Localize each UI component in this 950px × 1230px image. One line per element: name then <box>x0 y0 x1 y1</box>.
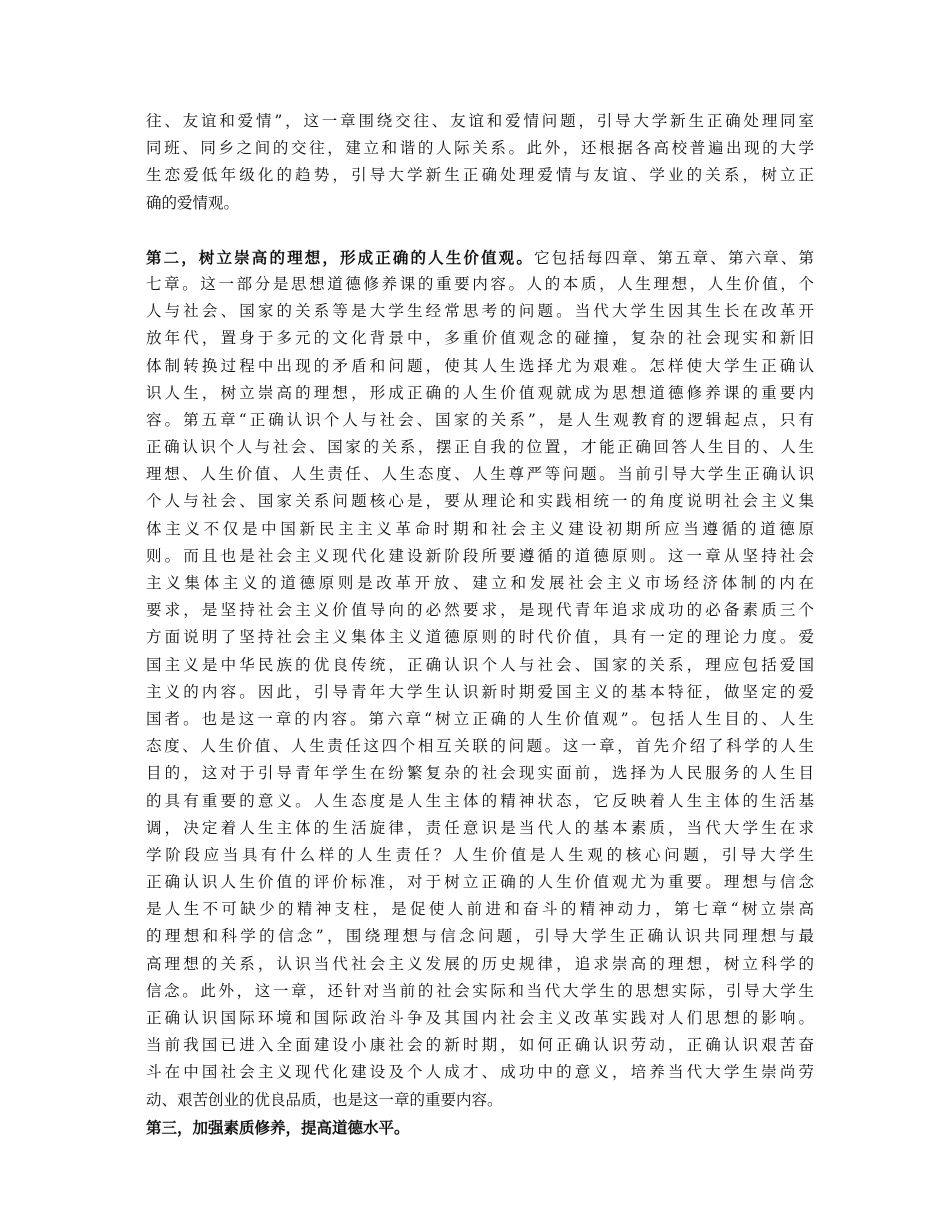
paragraph-1 <box>146 108 814 217</box>
text-line: 要求，是坚持社会主义价值导向的必然要求，是现代青年追求成功的必备素质三个 <box>146 601 814 620</box>
text-line: 主义集体主义的道德原则是改革开放、建立和发展社会主义市场经济体制的内在 <box>146 574 814 592</box>
text-line: 动、艰苦创业的优良品质，也是这一章的重要内容。 <box>146 1090 503 1109</box>
text-line: 主义的内容。因此，引导青年大学生认识新时期爱国主义的基本特征，做坚定的爱 <box>146 682 814 701</box>
text-line <box>146 244 814 271</box>
text-line: 国主义是中华民族的优良传统，正确认识个人与社会、国家的关系，理应包括爱国 <box>146 655 814 674</box>
text-line: 则。而且也是社会主义现代化建设新阶段所要遵循的道德原则。这一章从坚持社会 <box>146 546 814 565</box>
text-line: 信念。此外，这一章，还针对当前的社会实际和当代大学生的思想实际，引导大学生 <box>146 981 814 1000</box>
text-line: 正确认识个人与社会、国家的关系，摆正自我的位置，才能正确回答人生目的、人生 <box>146 438 814 457</box>
text-line: 容。第五章“正确认识个人与社会、国家的关系”，是人生观教育的逻辑起点，只有 <box>146 410 814 429</box>
paragraph-3 <box>146 1114 814 1141</box>
text-line: 识人生，树立崇高的理想，形成正确的人生价值观就成为思想道德修养课的重要内 <box>146 383 814 402</box>
section-heading: 第三，加强素质修养，提高道德水平。 <box>146 1117 410 1137</box>
text-line: 放年代，置身于多元的文化背景中，多重价值观念的碰撞，复杂的社会现实和新旧 <box>146 329 814 348</box>
text-line: 正确认识国际环境和国际政治斗争及其国内社会主义改革实践对人们思想的影响。 <box>146 1009 814 1027</box>
text-line: 生恋爱低年级化的趋势，引导大学新生正确处理爱情与友谊、学业的关系，树立正 <box>146 166 814 185</box>
text-line: 方面说明了坚持社会主义集体主义道德原则的时代价值，具有一定的理论力度。爱 <box>146 628 814 647</box>
document-page <box>146 108 814 1141</box>
text-line: 往、友谊和爱情”，这一章围绕交往、友谊和爱情问题，引导大学新生正确处理同室 <box>146 112 814 130</box>
text-line: 理想、人生价值、人生责任、人生态度、人生尊严等问题。当前引导大学生正确认识 <box>146 465 814 484</box>
text-line: 高理想的关系，认识当代社会主义发展的历史规律，追求崇高的理想，树立科学的 <box>146 954 814 973</box>
text-line: 同班、同乡之间的交往，建立和谐的人际关系。此外，还根据各高校普遍出现的大学 <box>146 139 814 158</box>
text-line: 是人生不可缺少的精神支柱，是促使人前进和奋斗的精神动力，第七章“树立崇高 <box>146 900 814 919</box>
text-line: 国者。也是这一章的内容。第六章“树立正确的人生价值观”。包括人生目的、人生 <box>146 709 814 728</box>
text-line: 体制转换过程中出现的矛盾和问题，使其人生选择尤为艰难。怎样使大学生正确认 <box>146 356 814 375</box>
paragraph-2 <box>146 244 814 1114</box>
text-line: 的理想和科学的信念”，围绕理想与信念问题，引导大学生正确认识共同理想与最 <box>146 927 814 946</box>
text-line: 七章。这一部分是思想道德修养课的重要内容。人的本质，人生理想，人生价值，个 <box>146 274 814 293</box>
text-line: 的具有重要的意义。人生态度是人生主体的精神状态，它反映着人生主体的生活基 <box>146 791 814 810</box>
text-line: 目的，这对于引导青年学生在纷繁复杂的社会现实面前，选择为人民服务的人生目 <box>146 764 814 783</box>
section-heading: 第二，树立崇高的理想，形成正确的人生价值观。 <box>146 247 534 267</box>
text-line: 确的爱情观。 <box>146 193 240 212</box>
paragraph-gap <box>146 217 814 244</box>
text-line: 态度、人生价值、人生责任这四个相互关联的问题。这一章，首先介绍了科学的人生 <box>146 737 814 756</box>
text-line: 人与社会、国家的关系等是大学生经常思考的问题。当代大学生因其生长在改革开 <box>146 302 814 321</box>
text-line: 个人与社会、国家关系问题核心是，要从理论和实践相统一的角度说明社会主义集 <box>146 492 814 511</box>
text-line: 学阶段应当具有什么样的人生责任？人生价值是人生观的核心问题，引导大学生 <box>146 845 814 864</box>
paragraph-2-lines <box>146 271 814 1114</box>
text-line: 正确认识人生价值的评价标准，对于树立正确的人生价值观尤为重要。理想与信念 <box>146 873 814 892</box>
text-line: 调，决定着人生主体的生活旋律，责任意识是当代人的基本素质，当代大学生在求 <box>146 818 814 837</box>
text-line: 体主义不仅是中国新民主主义革命时期和社会主义建设初期所应当遵循的道德原 <box>146 519 814 538</box>
text-line: 当前我国已进入全面建设小康社会的新时期，如何正确认识劳动，正确认识艰苦奋 <box>146 1036 814 1055</box>
text-run: 它包括每四章、第五章、第六章、第 <box>533 248 814 267</box>
text-line: 斗在中国社会主义现代化建设及个人成才、成功中的意义，培养当代大学生崇尚劳 <box>146 1063 814 1082</box>
